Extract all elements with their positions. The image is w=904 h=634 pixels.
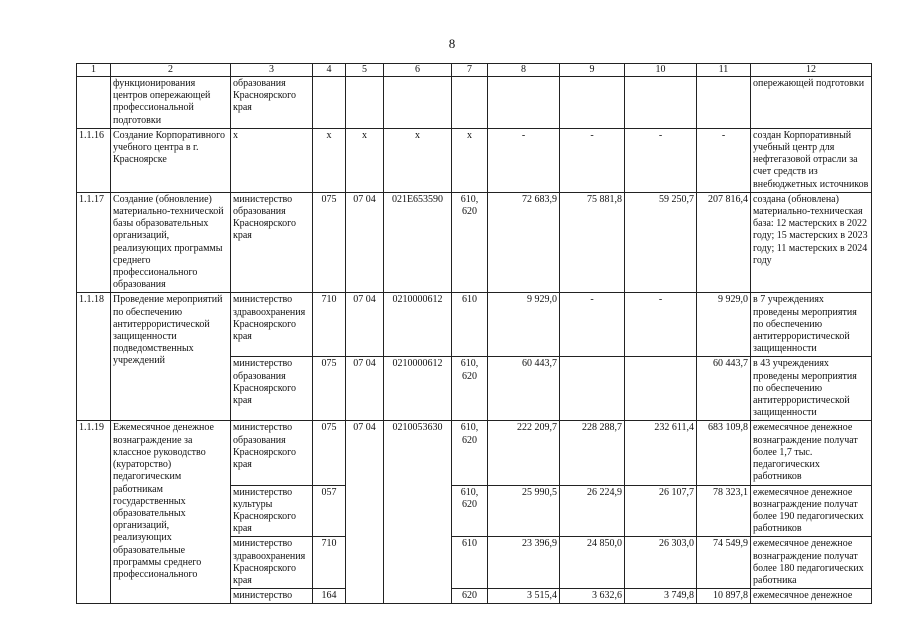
row-number-cell: 1.1.19 (77, 421, 111, 604)
total-cell: 9 929,0 (697, 293, 751, 357)
grbs-code-cell: 710 (313, 293, 346, 357)
measure-name-cell: Создание (обновление) материально-технической базы образовательных организаций, реализующих программы среднего профессионального образования (111, 192, 231, 293)
grbs-code-cell (313, 77, 346, 129)
measure-name-cell: Проведение мероприятий по обеспечению антитеррористической защищенности подведомственных учреждений (111, 293, 231, 421)
table-row (77, 421, 872, 485)
year2-cell (560, 357, 625, 421)
total-cell (697, 77, 751, 129)
measure-name-cell: функционирования центров опережающей профессиональной подготовки (111, 77, 231, 129)
result-cell: в 7 учреждениях проведены мероприятия по обеспечению антитеррористической защищенности (751, 293, 872, 357)
rzpr-cell: 07 04 (346, 293, 384, 357)
year1-cell: 3 515,4 (488, 589, 560, 604)
measure-name-cell: Создание Корпоративного учебного центра в г. Красноярске (111, 128, 231, 192)
total-cell: - (697, 128, 751, 192)
table-row (77, 128, 872, 192)
grbs-cell: министерство образования Красноярского края (231, 192, 313, 293)
result-cell: ежемесячное денежное (751, 589, 872, 604)
vr-cell: 610 (452, 293, 488, 357)
year2-cell: 24 850,0 (560, 537, 625, 589)
result-cell: ежемесячное денежное вознаграждение получат более 190 педагогических работников (751, 485, 872, 537)
row-number-cell: 1.1.16 (77, 128, 111, 192)
vr-cell: 620 (452, 589, 488, 604)
grbs-cell: министерство здравоохранения Красноярского края (231, 293, 313, 357)
result-cell: опережающей подготовки (751, 77, 872, 129)
total-cell: 10 897,8 (697, 589, 751, 604)
table-row (77, 77, 872, 129)
year1-cell (488, 77, 560, 129)
year2-cell: - (560, 128, 625, 192)
header-cell: 5 (346, 64, 384, 77)
year2-cell: 26 224,9 (560, 485, 625, 537)
year1-cell: - (488, 128, 560, 192)
year1-cell: 9 929,0 (488, 293, 560, 357)
header-row (77, 64, 872, 77)
table-row (77, 293, 872, 357)
year2-cell: 228 288,7 (560, 421, 625, 485)
rzpr-cell: 07 04 (346, 421, 384, 604)
header-cell: 3 (231, 64, 313, 77)
year1-cell: 72 683,9 (488, 192, 560, 293)
header-cell: 10 (625, 64, 697, 77)
csr-cell: х (384, 128, 452, 192)
grbs-code-cell: 075 (313, 192, 346, 293)
csr-cell: 0210000612 (384, 357, 452, 421)
vr-cell: х (452, 128, 488, 192)
grbs-code-cell: 075 (313, 357, 346, 421)
vr-cell: 610, 620 (452, 421, 488, 485)
header-cell: 4 (313, 64, 346, 77)
csr-cell: 0210000612 (384, 293, 452, 357)
result-cell: создана (обновлена) материально-техническая база: 12 мастерских в 2022 году; 15 мастерских в 2023 году; 11 мастерских в 2024 году (751, 192, 872, 293)
vr-cell: 610, 620 (452, 357, 488, 421)
grbs-cell: министерство образования Красноярского края (231, 421, 313, 485)
vr-cell: 610, 620 (452, 485, 488, 537)
year3-cell: 3 749,8 (625, 589, 697, 604)
grbs-cell: министерство здравоохранения Красноярского края (231, 537, 313, 589)
grbs-code-cell: 057 (313, 485, 346, 537)
result-cell: ежемесячное денежное вознаграждение получат более 1,7 тыс. педагогических работников (751, 421, 872, 485)
header-cell: 6 (384, 64, 452, 77)
year1-cell: 60 443,7 (488, 357, 560, 421)
csr-cell (384, 77, 452, 129)
header-cell: 8 (488, 64, 560, 77)
year3-cell: 232 611,4 (625, 421, 697, 485)
vr-cell: 610 (452, 537, 488, 589)
year1-cell: 25 990,5 (488, 485, 560, 537)
total-cell: 74 549,9 (697, 537, 751, 589)
header-cell: 2 (111, 64, 231, 77)
year3-cell: - (625, 128, 697, 192)
year3-cell: 26 303,0 (625, 537, 697, 589)
year2-cell (560, 77, 625, 129)
page-number: 8 (448, 36, 456, 51)
rzpr-cell (346, 77, 384, 129)
csr-cell: 0210053630 (384, 421, 452, 604)
header-cell: 7 (452, 64, 488, 77)
year3-cell (625, 357, 697, 421)
total-cell: 60 443,7 (697, 357, 751, 421)
grbs-cell: х (231, 128, 313, 192)
grbs-cell: министерство образования Красноярского края (231, 357, 313, 421)
header-cell: 1 (77, 64, 111, 77)
result-cell: создан Корпоративный учебный центр для нефтегазовой отрасли за счет средств из внебюджетных источников (751, 128, 872, 192)
grbs-cell: образования Красноярского края (231, 77, 313, 129)
measure-name-cell: Ежемесячное денежное вознаграждение за классное руководство (кураторство) педагогическим работникам государственных образовательных организаций, реализующих образовательные программы среднего профессионального (111, 421, 231, 604)
header-cell: 11 (697, 64, 751, 77)
rzpr-cell: 07 04 (346, 357, 384, 421)
rzpr-cell: х (346, 128, 384, 192)
grbs-code-cell: 710 (313, 537, 346, 589)
year2-cell: 75 881,8 (560, 192, 625, 293)
total-cell: 78 323,1 (697, 485, 751, 537)
year3-cell (625, 77, 697, 129)
grbs-code-cell: 164 (313, 589, 346, 604)
header-cell: 9 (560, 64, 625, 77)
year3-cell: - (625, 293, 697, 357)
vr-cell: 610, 620 (452, 192, 488, 293)
header-cell: 12 (751, 64, 872, 77)
csr-cell: 021Е653590 (384, 192, 452, 293)
year1-cell: 23 396,9 (488, 537, 560, 589)
result-cell: ежемесячное денежное вознаграждение получат более 180 педагогических работника (751, 537, 872, 589)
result-cell: в 43 учреждениях проведены мероприятия по обеспечению антитеррористической защищенности (751, 357, 872, 421)
year2-cell: - (560, 293, 625, 357)
row-number-cell: 1.1.18 (77, 293, 111, 421)
year3-cell: 59 250,7 (625, 192, 697, 293)
year3-cell: 26 107,7 (625, 485, 697, 537)
year2-cell: 3 632,6 (560, 589, 625, 604)
row-number-cell (77, 77, 111, 129)
row-number-cell: 1.1.17 (77, 192, 111, 293)
table-row (77, 192, 872, 293)
grbs-cell: министерство культуры Красноярского края (231, 485, 313, 537)
year1-cell: 222 209,7 (488, 421, 560, 485)
program-table (76, 63, 872, 604)
grbs-code-cell: 075 (313, 421, 346, 485)
total-cell: 207 816,4 (697, 192, 751, 293)
grbs-cell: министерство (231, 589, 313, 604)
total-cell: 683 109,8 (697, 421, 751, 485)
grbs-code-cell: х (313, 128, 346, 192)
rzpr-cell: 07 04 (346, 192, 384, 293)
vr-cell (452, 77, 488, 129)
